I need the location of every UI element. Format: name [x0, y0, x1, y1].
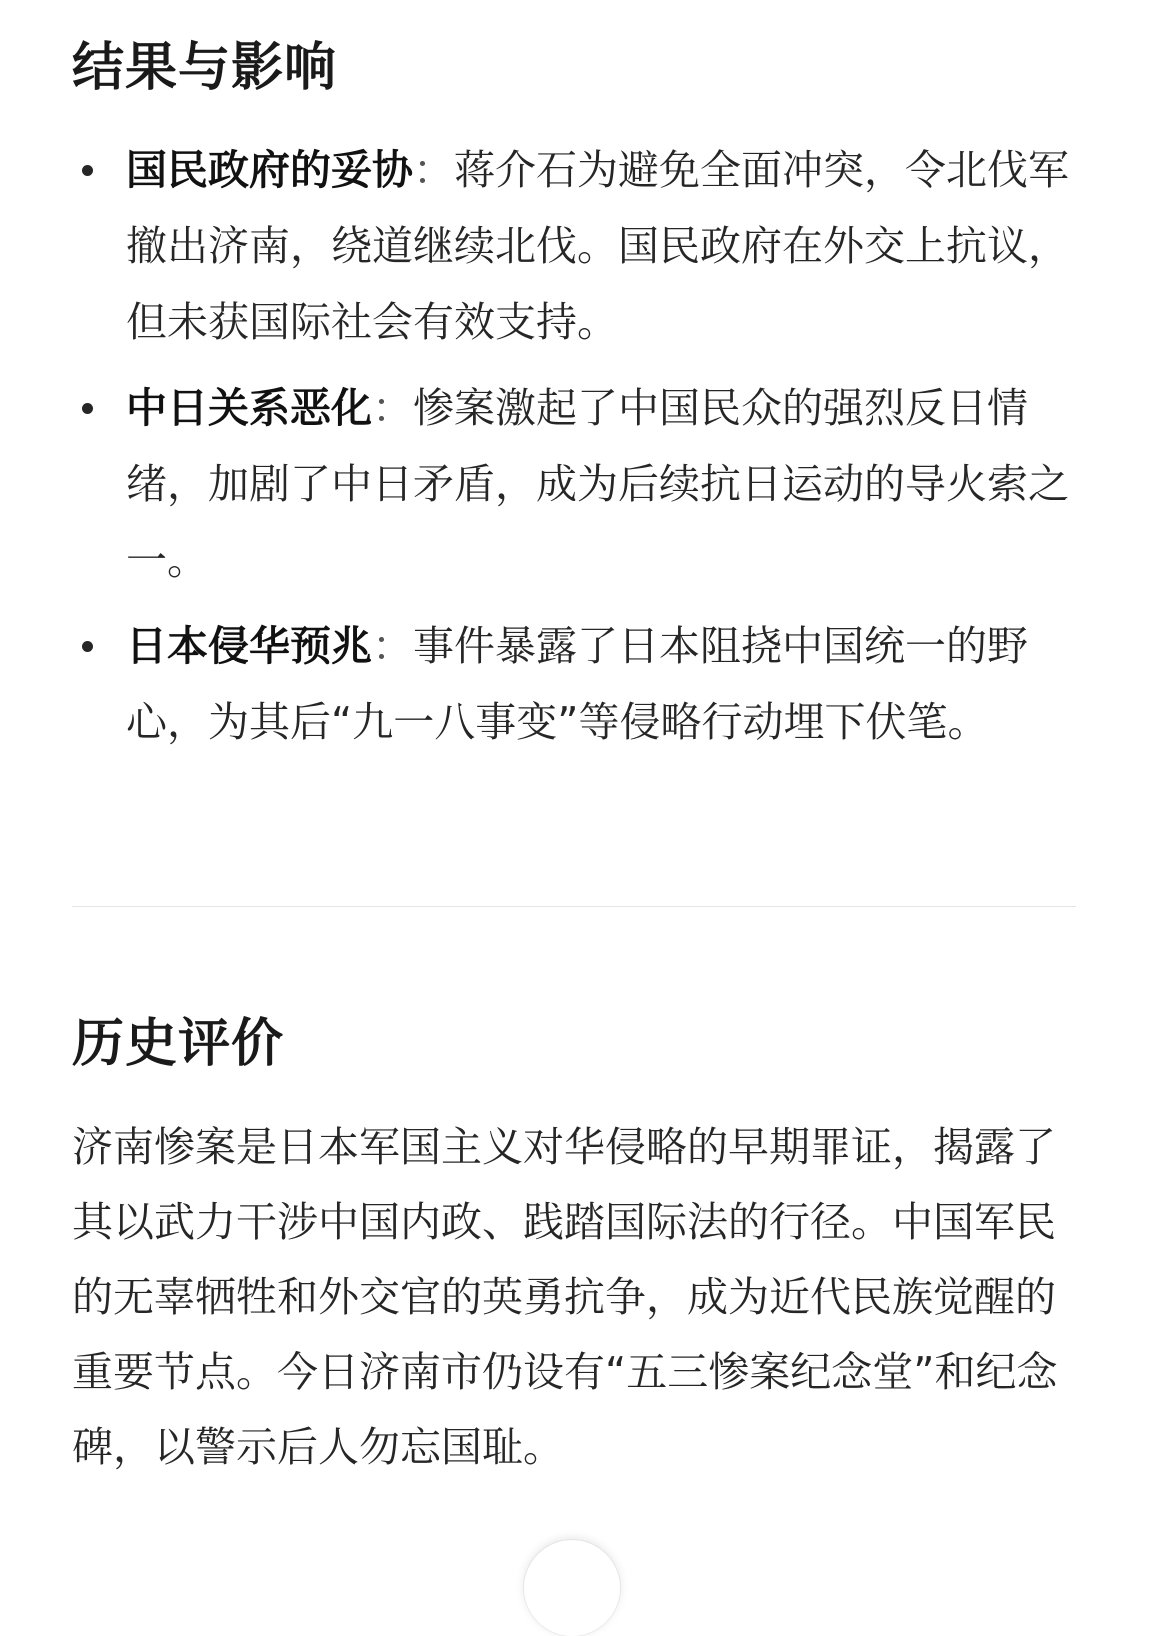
section-title-impact: 结果与影响	[72, 38, 338, 98]
list-item-colon: ：	[413, 146, 454, 194]
scroll-down-button[interactable]	[524, 1540, 620, 1636]
evaluation-paragraph: 济南惨案是日本军国主义对华侵略的早期罪证，揭露了其以武力干涉中国内政、践踏国际法的行径。中国军民的无辜牺牲和外交官的英勇抗争，成为近代民族觉醒的重要节点。今日济南市仍设有“五三惨案纪念堂”和纪念碑，以警示后人勿忘国耻。	[72, 1123, 1058, 1471]
list-item-text: 蒋介石为避免全面冲突，令北伐军撤出济南，绕道继续北伐。国民政府在外交上抗议，但未获国际社会有效支持。	[126, 146, 1069, 346]
list-item-lead: 中日关系恶化	[126, 384, 372, 432]
list-item-lead: 日本侵华预兆	[126, 622, 372, 670]
list-item-text: 惨案激起了中国民众的强烈反日情绪，加剧了中日矛盾，成为后续抗日运动的导火索之一。	[126, 384, 1069, 584]
list-item-text: 事件暴露了日本阻挠中国统一的野心，为其后“九一八事变”等侵略行动埋下伏笔。	[126, 622, 1028, 746]
list-item-colon: ：	[372, 622, 413, 670]
list-item	[72, 370, 1102, 598]
list-item-lead: 国民政府的妥协	[126, 146, 413, 194]
section-divider	[72, 906, 1076, 907]
section-title-evaluation: 历史评价	[72, 1014, 285, 1074]
bullet-icon	[82, 403, 93, 414]
bullet-icon	[82, 165, 93, 176]
impact-list	[72, 132, 1102, 770]
list-item-colon: ：	[372, 384, 413, 432]
bullet-icon	[82, 641, 93, 652]
list-item	[72, 608, 1102, 760]
list-item	[72, 132, 1102, 360]
